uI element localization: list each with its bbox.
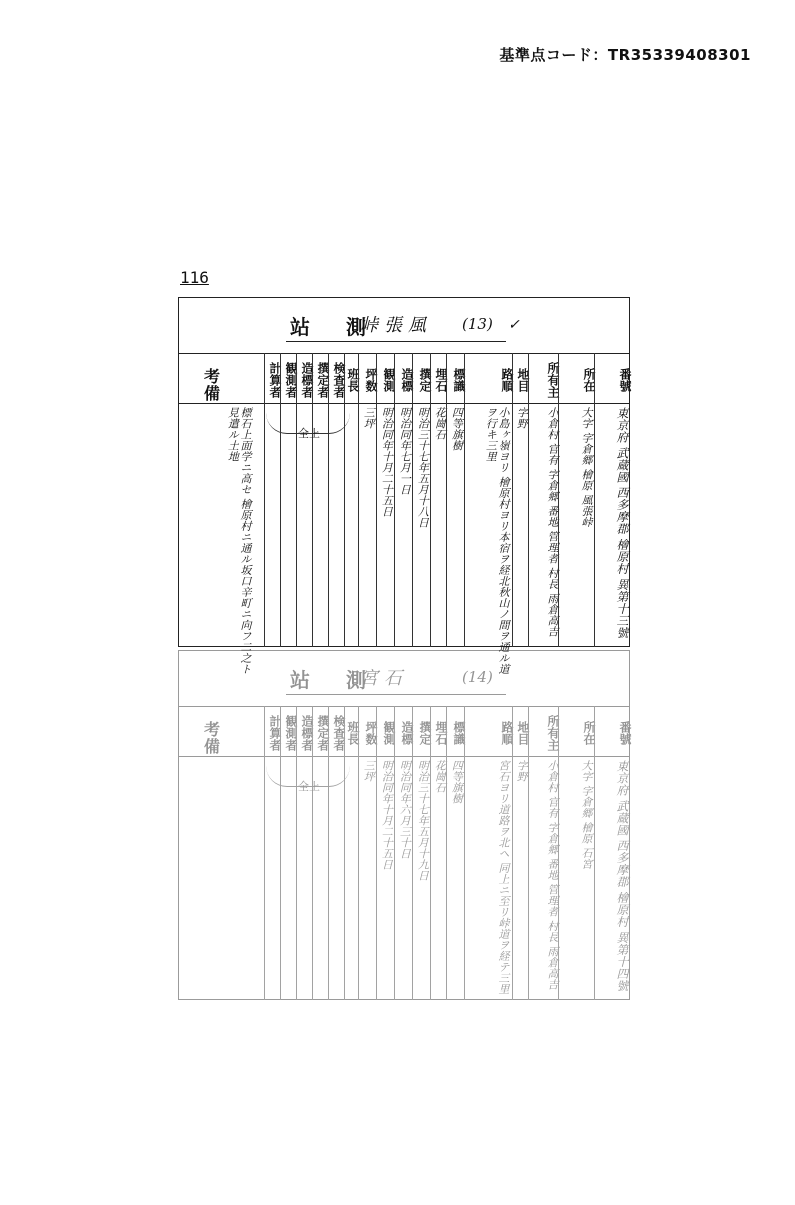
col-biko — [178, 706, 273, 1000]
col-biko — [178, 353, 273, 675]
header-sentei: 撰定 — [418, 368, 432, 392]
shozai-line-1: 大字 字倉郷 — [580, 760, 593, 819]
header-zohyosha: 造標者 — [300, 715, 314, 751]
cell-hyoshiki: 四等旗樹 — [450, 760, 464, 804]
michi-line-2: 同上ニ至リ峠道ヲ経テ三里 — [497, 862, 510, 995]
col-shozai — [558, 353, 595, 647]
cell-zohyo: 明治同年七月一日 — [398, 407, 412, 495]
header-kansokusha: 観測者 — [284, 715, 298, 751]
cell-maiseki: 花崗石 — [433, 407, 447, 440]
station-number: (14) — [462, 668, 493, 686]
col-tsubo — [358, 353, 377, 647]
col-sentei — [412, 706, 431, 1000]
col-kensasha — [328, 706, 345, 1000]
col-zohyo — [394, 353, 413, 647]
cell-maiseki: 花崗石 — [433, 760, 447, 793]
col-chimoku — [512, 353, 529, 647]
header-biko: 考 備 — [203, 720, 273, 756]
header-hyoshiki: 標識 — [452, 721, 466, 745]
header-chimoku: 地目 — [516, 368, 530, 392]
header-zohyo: 造標 — [400, 721, 414, 745]
form-title: 站 測 — [290, 668, 374, 692]
header-michi: 路順 — [500, 368, 514, 392]
cell-kansoku: 明治同年十月二十五日 — [380, 760, 394, 870]
ditto-mark: 全上 — [298, 427, 320, 440]
col-kensasha — [328, 353, 345, 647]
header-sentei: 撰定 — [418, 721, 432, 745]
cell-bango: 東京府 武蔵國 西多摩郡 檜原村 異第十三號 — [615, 407, 629, 639]
header-kansoku: 観測 — [382, 368, 396, 392]
col-michi — [464, 706, 513, 1000]
check-mark: ✓ — [508, 317, 520, 333]
header-kensasha: 検査者 — [332, 362, 346, 398]
col-hyoshiki — [446, 353, 465, 647]
col-tsubo — [358, 706, 377, 1000]
shozai-line-2: 檜原 風張峠 — [580, 469, 593, 528]
cell-shozai — [562, 407, 592, 677]
title-bar — [178, 297, 630, 354]
cell-biko — [191, 760, 251, 1030]
header-michi: 路順 — [500, 721, 514, 745]
col-michi — [464, 353, 514, 675]
header-keisansha: 計算者 — [268, 715, 282, 751]
cell-tsubo: 三坪 — [362, 760, 376, 782]
header-bango: 番號 — [618, 721, 632, 745]
header-kansokusha: 観測者 — [284, 362, 298, 398]
shozai-line-2: 檜原 石宮 — [580, 822, 593, 870]
header-tsubo: 坪数 — [364, 368, 378, 392]
survey-record-form-2 — [178, 650, 630, 1000]
col-kansokusha — [280, 353, 297, 647]
col-keisansha — [264, 353, 281, 647]
col-senteisha — [312, 353, 329, 647]
header-shoyusha: 所有主 — [546, 715, 560, 751]
col-shoyusha — [528, 353, 559, 647]
col-kansoku — [376, 706, 395, 1000]
cell-shoyusha — [530, 760, 558, 1030]
cell-michi — [469, 407, 509, 677]
header-tsubo: 坪数 — [364, 721, 378, 745]
station-name: 宮石 — [360, 668, 408, 689]
col-hancho — [344, 353, 359, 647]
col-hyoshiki — [446, 706, 465, 1000]
form-title: 站 測 — [290, 315, 374, 339]
header-bango: 番號 — [618, 368, 632, 392]
cell-zohyo: 明治同年六月三十日 — [398, 760, 412, 859]
title-underline — [286, 694, 506, 695]
header-maiseki: 埋石 — [434, 368, 448, 392]
michi-line-1: 宮石ヨリ道路ヲ北ヘ — [497, 760, 510, 859]
title-bar — [178, 650, 630, 707]
header-maiseki: 埋石 — [434, 721, 448, 745]
title-underline — [286, 341, 506, 342]
col-shozai — [558, 706, 595, 1000]
header-chimoku: 地目 — [516, 721, 530, 745]
station-name: 峠張風 — [360, 315, 432, 336]
cell-chimoku: 字野 — [515, 407, 529, 429]
michi-line-1: 小島ヶ嶺ヨリ — [497, 407, 510, 473]
col-kansoku — [376, 353, 395, 647]
col-senteisha — [312, 706, 329, 1000]
cell-shoyusha — [530, 407, 558, 677]
ditto-mark: 全上 — [298, 780, 320, 793]
survey-record-form-1 — [178, 297, 632, 675]
col-kansokusha — [280, 706, 297, 1000]
header-hancho: 班長 — [346, 721, 360, 745]
col-sentei — [412, 353, 431, 647]
cell-michi — [469, 760, 509, 1030]
col-maiseki — [430, 353, 447, 647]
col-chimoku — [512, 706, 529, 1000]
shoyusha-line-1: 小倉村 官有 — [546, 760, 559, 819]
col-bango — [594, 353, 631, 647]
cell-kansoku: 明治同年十月二十五日 — [380, 407, 394, 517]
header-shozai: 所在 — [582, 721, 596, 745]
header-zohyo: 造標 — [400, 368, 414, 392]
header-kansoku: 観測 — [382, 721, 396, 745]
cell-bango: 東京府 武蔵國 西多摩郡 檜原村 異第十四號 — [615, 760, 629, 992]
cell-sentei: 明治三十七年五月十九日 — [416, 760, 430, 881]
col-zohyosha — [296, 353, 313, 647]
shozai-line-1: 大字 字倉郷 — [580, 407, 593, 466]
col-zohyo — [394, 706, 413, 1000]
shoyusha-line-2: 字倉郷 番地 管理者 村長 雨倉高吉 — [546, 469, 559, 637]
header-shozai: 所在 — [582, 368, 596, 392]
header-hyoshiki: 標識 — [452, 368, 466, 392]
col-shoyusha — [528, 706, 559, 1000]
col-hancho — [344, 706, 359, 1000]
biko-line-2: 檜原村ニ通ル坂口辛町ニ向フ二之ト見遣ル土地 — [226, 407, 252, 675]
cell-shozai — [562, 760, 592, 1030]
col-bango — [594, 706, 631, 1000]
header-biko: 考 備 — [203, 367, 273, 403]
header-shoyusha: 所有主 — [546, 362, 560, 398]
page-number: 116 — [180, 268, 209, 287]
michi-line-2: 檜原村ヨリ本宿ヲ経北秋山ノ間ヲ通ル道ヲ行キ三里 — [484, 407, 510, 675]
reference-code: 基準点コード：TR35339408301 — [499, 46, 751, 64]
col-zohyosha — [296, 706, 313, 1000]
station-number: (13) — [462, 315, 493, 333]
header-kensasha: 検査者 — [332, 715, 346, 751]
header-zohyosha: 造標者 — [300, 362, 314, 398]
cell-biko — [191, 407, 251, 677]
cell-hyoshiki: 四等旗樹 — [450, 407, 464, 451]
header-keisansha: 計算者 — [268, 362, 282, 398]
col-keisansha — [264, 706, 281, 1000]
header-hancho: 班長 — [346, 368, 360, 392]
cell-sentei: 明治三十七年五月十八日 — [416, 407, 430, 528]
biko-line-1: 標石上面学ニ高セ — [239, 407, 252, 495]
cell-tsubo: 三坪 — [362, 407, 376, 429]
shoyusha-line-1: 小倉村 官有 — [546, 407, 559, 466]
shoyusha-line-2: 字倉郷 番地 管理者 村長 雨倉高吉 — [546, 822, 559, 990]
header-senteisha: 撰定者 — [316, 715, 330, 751]
header-senteisha: 撰定者 — [316, 362, 330, 398]
cell-chimoku: 字野 — [515, 760, 529, 782]
col-maiseki — [430, 706, 447, 1000]
